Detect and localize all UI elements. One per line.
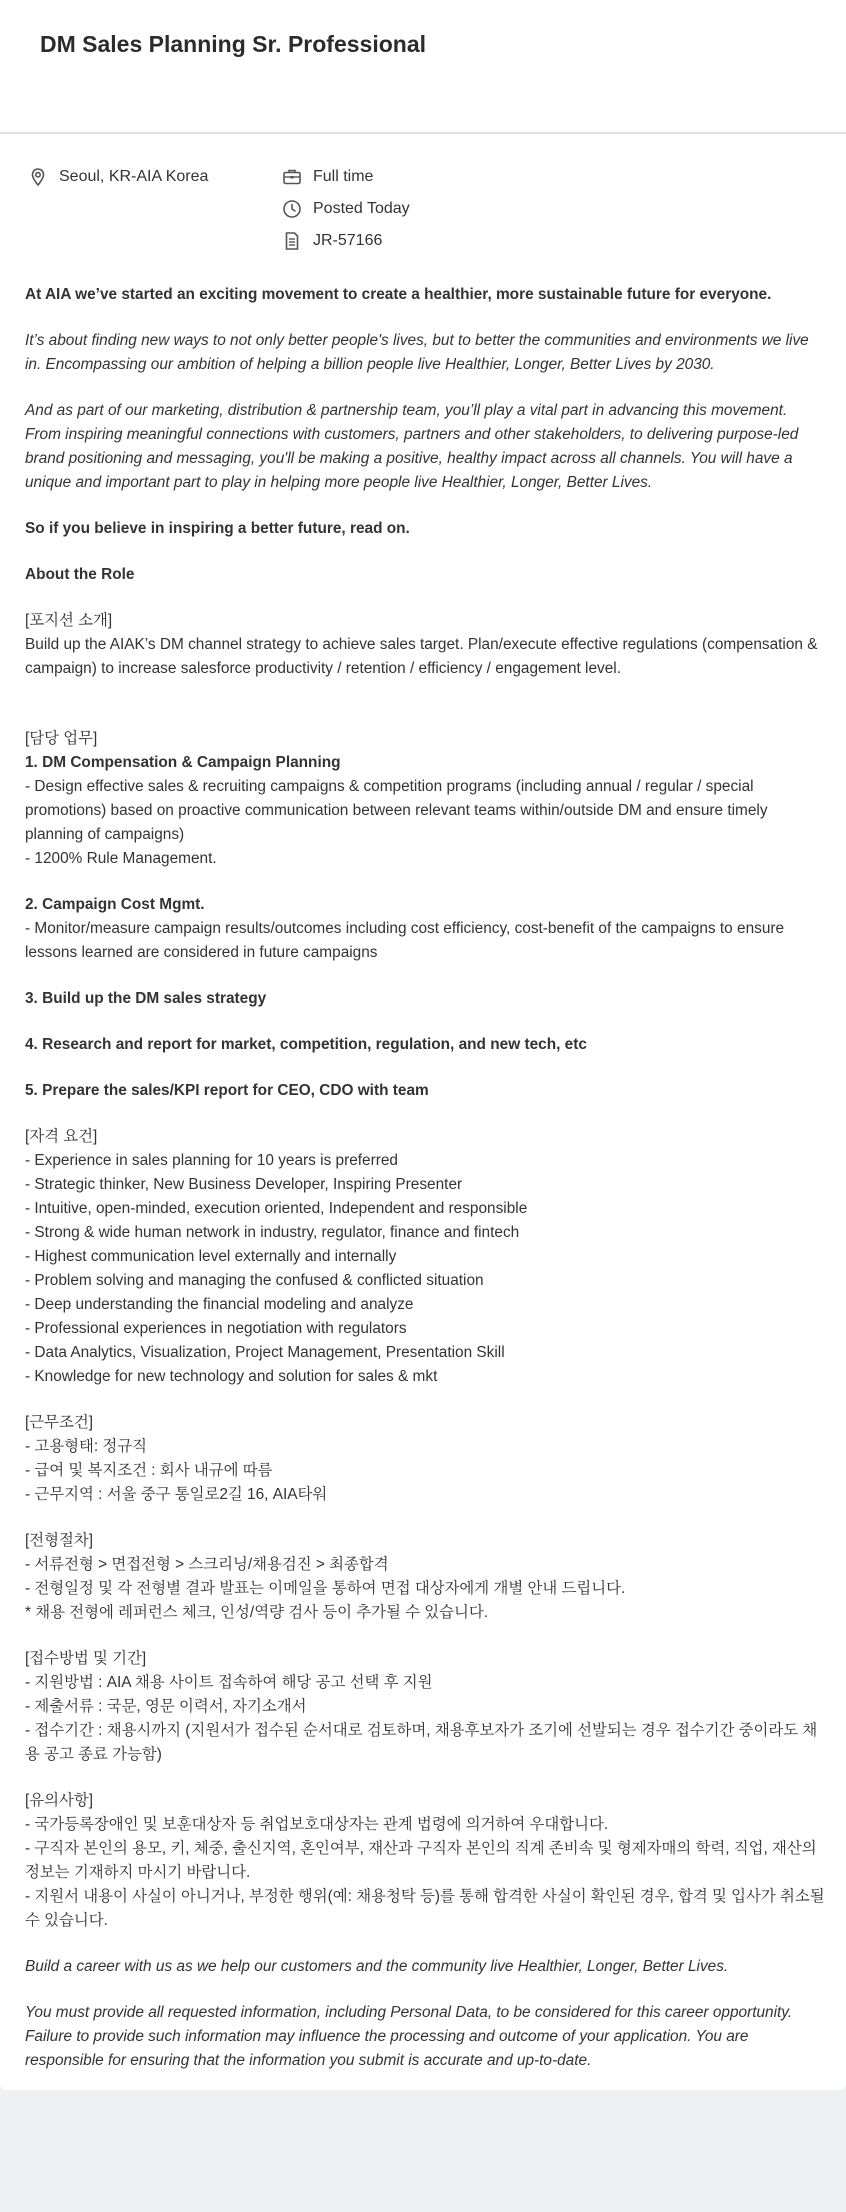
intro-statement: At AIA we’ve started an exciting movement to create a healthier, more sustainable future for everyone.: [25, 286, 772, 303]
condition-item: - 근무지역 : 서울 중구 통일로2길 16, AIA타워: [25, 1486, 328, 1503]
job-title: DM Sales Planning Sr. Professional: [40, 31, 427, 57]
location-pin-icon: [28, 167, 48, 187]
requirements-heading: [자격 요건]: [25, 1128, 98, 1145]
apply-item: - 제출서류 : 국문, 영문 이력서, 자기소개서: [25, 1698, 307, 1715]
requirement-item: - Professional experiences in negotiation with regulators: [25, 1320, 407, 1337]
note-item: - 구직자 본인의 용모, 키, 체중, 출신지역, 혼인여부, 재산과 구직자 본인의 직계 존비속 및 형제자매의 학력, 직업, 재산의 정보는 기재하지 마시기 바랍니다.: [25, 1840, 817, 1881]
duties-section: [25, 727, 825, 871]
apply-item: - 지원방법 : AIA 채용 사이트 접속하여 해당 공고 선택 후 지원: [25, 1674, 433, 1691]
requirement-item: - Data Analytics, Visualization, Project Management, Presentation Skill: [25, 1344, 505, 1361]
duty-1-line-1: - Design effective sales & recruiting campaigns & competition programs (including annual / regular / special promotions) based on proactive communication between relevant teams within/outside DM and ensure timely planning of campaigns): [25, 778, 768, 843]
intro-team: And as part of our marketing, distribution & partnership team, you’ll play a vital part in advancing this movement. From inspiring meaningful connections with customers, partners and other stakeholders, to delivering purpose-led brand positioning and messaging, you'll be making a positive, healthy impact across all channels. You will have a unique and important part to play in helping more people live Healthier, Longer, Better Lives.: [25, 402, 799, 491]
job-header: [0, 0, 846, 134]
job-posted-text: Posted Today: [313, 200, 410, 217]
requirement-item: - Strategic thinker, New Business Developer, Inspiring Presenter: [25, 1176, 463, 1193]
job-location: [28, 165, 208, 189]
requirement-item: - Intuitive, open-minded, execution oriented, Independent and responsible: [25, 1200, 528, 1217]
note-item: - 국가등록장애인 및 보훈대상자 등 취업보호대상자는 관계 법령에 의거하여 우대합니다.: [25, 1816, 609, 1833]
intro-ambition: It’s about finding new ways to not only better people's lives, but to better the communities and environments we live in. Encompassing our ambition of helping a billion people live Healthier, Longer, Better Lives by 2030.: [25, 332, 809, 373]
duty-5-title: 5. Prepare the sales/KPI report for CEO, CDO with team: [25, 1082, 429, 1099]
job-location-text: Seoul, KR-AIA Korea: [59, 168, 209, 185]
job-posted: [282, 197, 410, 221]
closing-statement: Build a career with us as we help our customers and the community live Healthier, Longer, Better Lives.: [25, 1958, 729, 1975]
process-item: * 채용 전형에 레퍼런스 체크, 인성/역량 검사 등이 추가될 수 있습니다.: [25, 1604, 488, 1621]
duty-3-title: 3. Build up the DM sales strategy: [25, 990, 267, 1007]
position-section: [25, 609, 825, 681]
intro-read-on: So if you believe in inspiring a better future, read on.: [25, 520, 410, 537]
notes-heading: [유의사항]: [25, 1792, 94, 1809]
requirements-section: [25, 1125, 825, 1389]
requirement-item: - Highest communication level externally and internally: [25, 1248, 397, 1265]
notes-section: [25, 1789, 825, 1933]
duty-4-title: 4. Research and report for market, competition, regulation, and new tech, etc: [25, 1036, 587, 1053]
clock-icon: [282, 199, 302, 219]
apply-section: [25, 1647, 825, 1767]
job-description: [25, 283, 825, 2095]
condition-item: - 고용형태: 정규직: [25, 1438, 148, 1455]
process-item: - 서류전형 > 면접전형 > 스크리닝/채용검진 > 최종합격: [25, 1556, 389, 1573]
requirement-item: - Strong & wide human network in industry, regulator, finance and fintech: [25, 1224, 520, 1241]
apply-item: - 접수기간 : 채용시까지 (지원서가 접수된 순서대로 검토하며, 채용후보자가 조기에 선발되는 경우 접수기간 중이라도 채용 공고 종료 가능함): [25, 1722, 818, 1763]
requirement-item: - Deep understanding the financial modeling and analyze: [25, 1296, 414, 1313]
job-type-text: Full time: [313, 168, 374, 185]
about-role-heading: About the Role: [25, 566, 135, 583]
briefcase-icon: [282, 167, 302, 187]
job-req-id-text: JR-57166: [313, 232, 383, 249]
process-heading: [전형절차]: [25, 1532, 94, 1549]
requirement-item: - Experience in sales planning for 10 years is preferred: [25, 1152, 398, 1169]
duty-1-title: 1. DM Compensation & Campaign Planning: [25, 754, 341, 771]
requirement-item: - Problem solving and managing the confused & conflicted situation: [25, 1272, 484, 1289]
process-item: - 전형일정 및 각 전형별 결과 발표는 이메일을 통하여 면접 대상자에게 개별 안내 드립니다.: [25, 1580, 626, 1597]
condition-item: - 급여 및 복지조건 : 회사 내규에 따름: [25, 1462, 273, 1479]
position-heading: [포지션 소개]: [25, 612, 113, 629]
conditions-section: [25, 1411, 825, 1507]
duties-heading: [담당 업무]: [25, 730, 98, 747]
requirement-item: - Knowledge for new technology and solution for sales & mkt: [25, 1368, 438, 1385]
conditions-heading: [근무조건]: [25, 1414, 94, 1431]
job-req-id: [282, 229, 382, 253]
process-section: [25, 1529, 825, 1625]
duty-2: [25, 893, 825, 965]
duty-2-line-1: - Monitor/measure campaign results/outcomes including cost efficiency, cost-benefit of the campaigns to ensure lessons learned are considered in future campaigns: [25, 920, 785, 961]
position-text: Build up the AIAK’s DM channel strategy to achieve sales target. Plan/execute effective regulations (compensation & campaign) to increase salesforce productivity / retention / efficiency / engagement level.: [25, 636, 818, 677]
note-item: - 지원서 내용이 사실이 아니거나, 부정한 행위(예: 채용청탁 등)를 통해 합격한 사실이 확인된 경우, 합격 및 입사가 취소될 수 있습니다.: [25, 1888, 825, 1929]
duty-1-line-2: - 1200% Rule Management.: [25, 850, 217, 867]
document-icon: [282, 231, 302, 251]
apply-heading: [접수방법 및 기간]: [25, 1650, 147, 1667]
job-type: [282, 165, 373, 189]
duty-2-title: 2. Campaign Cost Mgmt.: [25, 896, 205, 913]
closing-disclaimer: You must provide all requested information, including Personal Data, to be considered for this career opportunity. Failure to provide such information may influence the processing and outcome of your application. You are responsible for ensuring that the information you submit is accurate and up-to-date.: [25, 2004, 793, 2069]
